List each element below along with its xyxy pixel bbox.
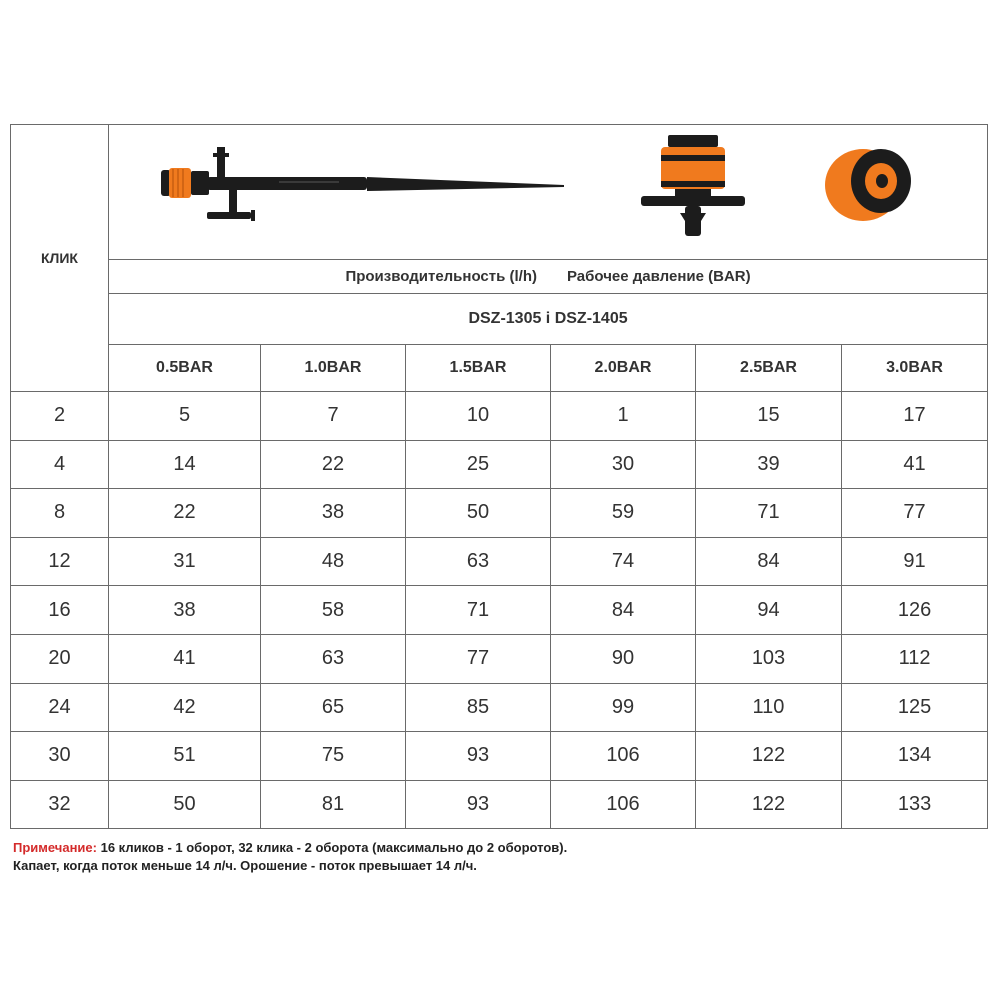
flow-cell: 22 bbox=[109, 489, 261, 538]
flow-cell: 65 bbox=[261, 683, 406, 732]
product-images-svg bbox=[109, 125, 986, 259]
flow-cell: 17 bbox=[842, 392, 988, 441]
flow-cell: 84 bbox=[696, 537, 842, 586]
flow-cell: 63 bbox=[261, 634, 406, 683]
flow-cell: 106 bbox=[551, 732, 696, 781]
flow-cell: 134 bbox=[842, 732, 988, 781]
flow-cell: 7 bbox=[261, 392, 406, 441]
table-row bbox=[11, 440, 988, 489]
flow-cell: 58 bbox=[261, 586, 406, 635]
table-row bbox=[11, 392, 988, 441]
note-label: Примечание: bbox=[13, 840, 97, 855]
flow-cell: 39 bbox=[696, 440, 842, 489]
flow-cell: 41 bbox=[109, 634, 261, 683]
flow-cell: 30 bbox=[551, 440, 696, 489]
flow-cell: 38 bbox=[109, 586, 261, 635]
flow-cell: 93 bbox=[406, 732, 551, 781]
flow-cell: 133 bbox=[842, 780, 988, 829]
flow-cell: 42 bbox=[109, 683, 261, 732]
table-row bbox=[11, 732, 988, 781]
flow-cell: 77 bbox=[842, 489, 988, 538]
klik-cell: 16 bbox=[11, 586, 109, 635]
flow-cell: 126 bbox=[842, 586, 988, 635]
flow-cell: 63 bbox=[406, 537, 551, 586]
note-text-1: 16 кликов - 1 оборот, 32 клика - 2 оборота (максимально до 2 оборотов). bbox=[96, 840, 568, 855]
klik-cell: 32 bbox=[11, 780, 109, 829]
flow-cell: 15 bbox=[696, 392, 842, 441]
dripper-side-icon bbox=[641, 135, 745, 236]
flow-cell: 71 bbox=[696, 489, 842, 538]
pressure-header: 2.5BAR bbox=[696, 345, 842, 392]
flow-cell: 38 bbox=[261, 489, 406, 538]
table-row bbox=[11, 634, 988, 683]
table-row bbox=[11, 489, 988, 538]
flow-cell: 10 bbox=[406, 392, 551, 441]
note-text-2: Капает, когда поток меньше 14 л/ч. Орошение - поток превышает 14 л/ч. bbox=[13, 858, 477, 873]
pressure-label: Рабочее давление (BAR) bbox=[567, 268, 751, 285]
table-row bbox=[11, 586, 988, 635]
table-row bbox=[11, 537, 988, 586]
flow-cell: 22 bbox=[261, 440, 406, 489]
flow-cell: 99 bbox=[551, 683, 696, 732]
flow-cell: 31 bbox=[109, 537, 261, 586]
flow-cell: 74 bbox=[551, 537, 696, 586]
flow-cell: 84 bbox=[551, 586, 696, 635]
flow-cell: 112 bbox=[842, 634, 988, 683]
klik-cell: 30 bbox=[11, 732, 109, 781]
footnote-line-1 bbox=[13, 839, 988, 857]
model-name: DSZ-1305 i DSZ-1405 bbox=[109, 294, 988, 345]
klik-cell: 20 bbox=[11, 634, 109, 683]
stake-dripper-icon bbox=[161, 147, 564, 221]
flow-cell: 1 bbox=[551, 392, 696, 441]
klik-header: КЛИК bbox=[11, 125, 109, 392]
flow-cell: 71 bbox=[406, 586, 551, 635]
klik-cell: 4 bbox=[11, 440, 109, 489]
flow-cell: 75 bbox=[261, 732, 406, 781]
klik-cell: 24 bbox=[11, 683, 109, 732]
product-images bbox=[109, 125, 988, 260]
flow-cell: 59 bbox=[551, 489, 696, 538]
flow-cell: 94 bbox=[696, 586, 842, 635]
pressure-header: 3.0BAR bbox=[842, 345, 988, 392]
flow-cell: 48 bbox=[261, 537, 406, 586]
flow-cell: 14 bbox=[109, 440, 261, 489]
flow-cell: 5 bbox=[109, 392, 261, 441]
pressure-header: 2.0BAR bbox=[551, 345, 696, 392]
pressure-header: 1.0BAR bbox=[261, 345, 406, 392]
pressure-header: 1.5BAR bbox=[406, 345, 551, 392]
flow-table bbox=[10, 124, 988, 829]
flow-cell: 103 bbox=[696, 634, 842, 683]
klik-cell: 8 bbox=[11, 489, 109, 538]
flow-cell: 41 bbox=[842, 440, 988, 489]
flow-cell: 25 bbox=[406, 440, 551, 489]
pressure-header: 0.5BAR bbox=[109, 345, 261, 392]
dripper-angle-icon bbox=[825, 149, 911, 221]
flow-cell: 93 bbox=[406, 780, 551, 829]
flow-cell: 51 bbox=[109, 732, 261, 781]
flow-cell: 50 bbox=[109, 780, 261, 829]
flow-cell: 81 bbox=[261, 780, 406, 829]
klik-cell: 2 bbox=[11, 392, 109, 441]
flow-cell: 85 bbox=[406, 683, 551, 732]
klik-cell: 12 bbox=[11, 537, 109, 586]
flow-cell: 122 bbox=[696, 780, 842, 829]
flow-cell: 77 bbox=[406, 634, 551, 683]
footnote bbox=[13, 839, 988, 875]
flow-cell: 50 bbox=[406, 489, 551, 538]
flow-cell: 125 bbox=[842, 683, 988, 732]
table-row bbox=[11, 683, 988, 732]
flow-cell: 110 bbox=[696, 683, 842, 732]
flow-cell: 91 bbox=[842, 537, 988, 586]
table-row bbox=[11, 780, 988, 829]
perf-pressure-labels bbox=[109, 260, 988, 294]
flow-cell: 90 bbox=[551, 634, 696, 683]
flow-cell: 106 bbox=[551, 780, 696, 829]
perf-label: Производительность (l/h) bbox=[345, 268, 537, 285]
flow-cell: 122 bbox=[696, 732, 842, 781]
